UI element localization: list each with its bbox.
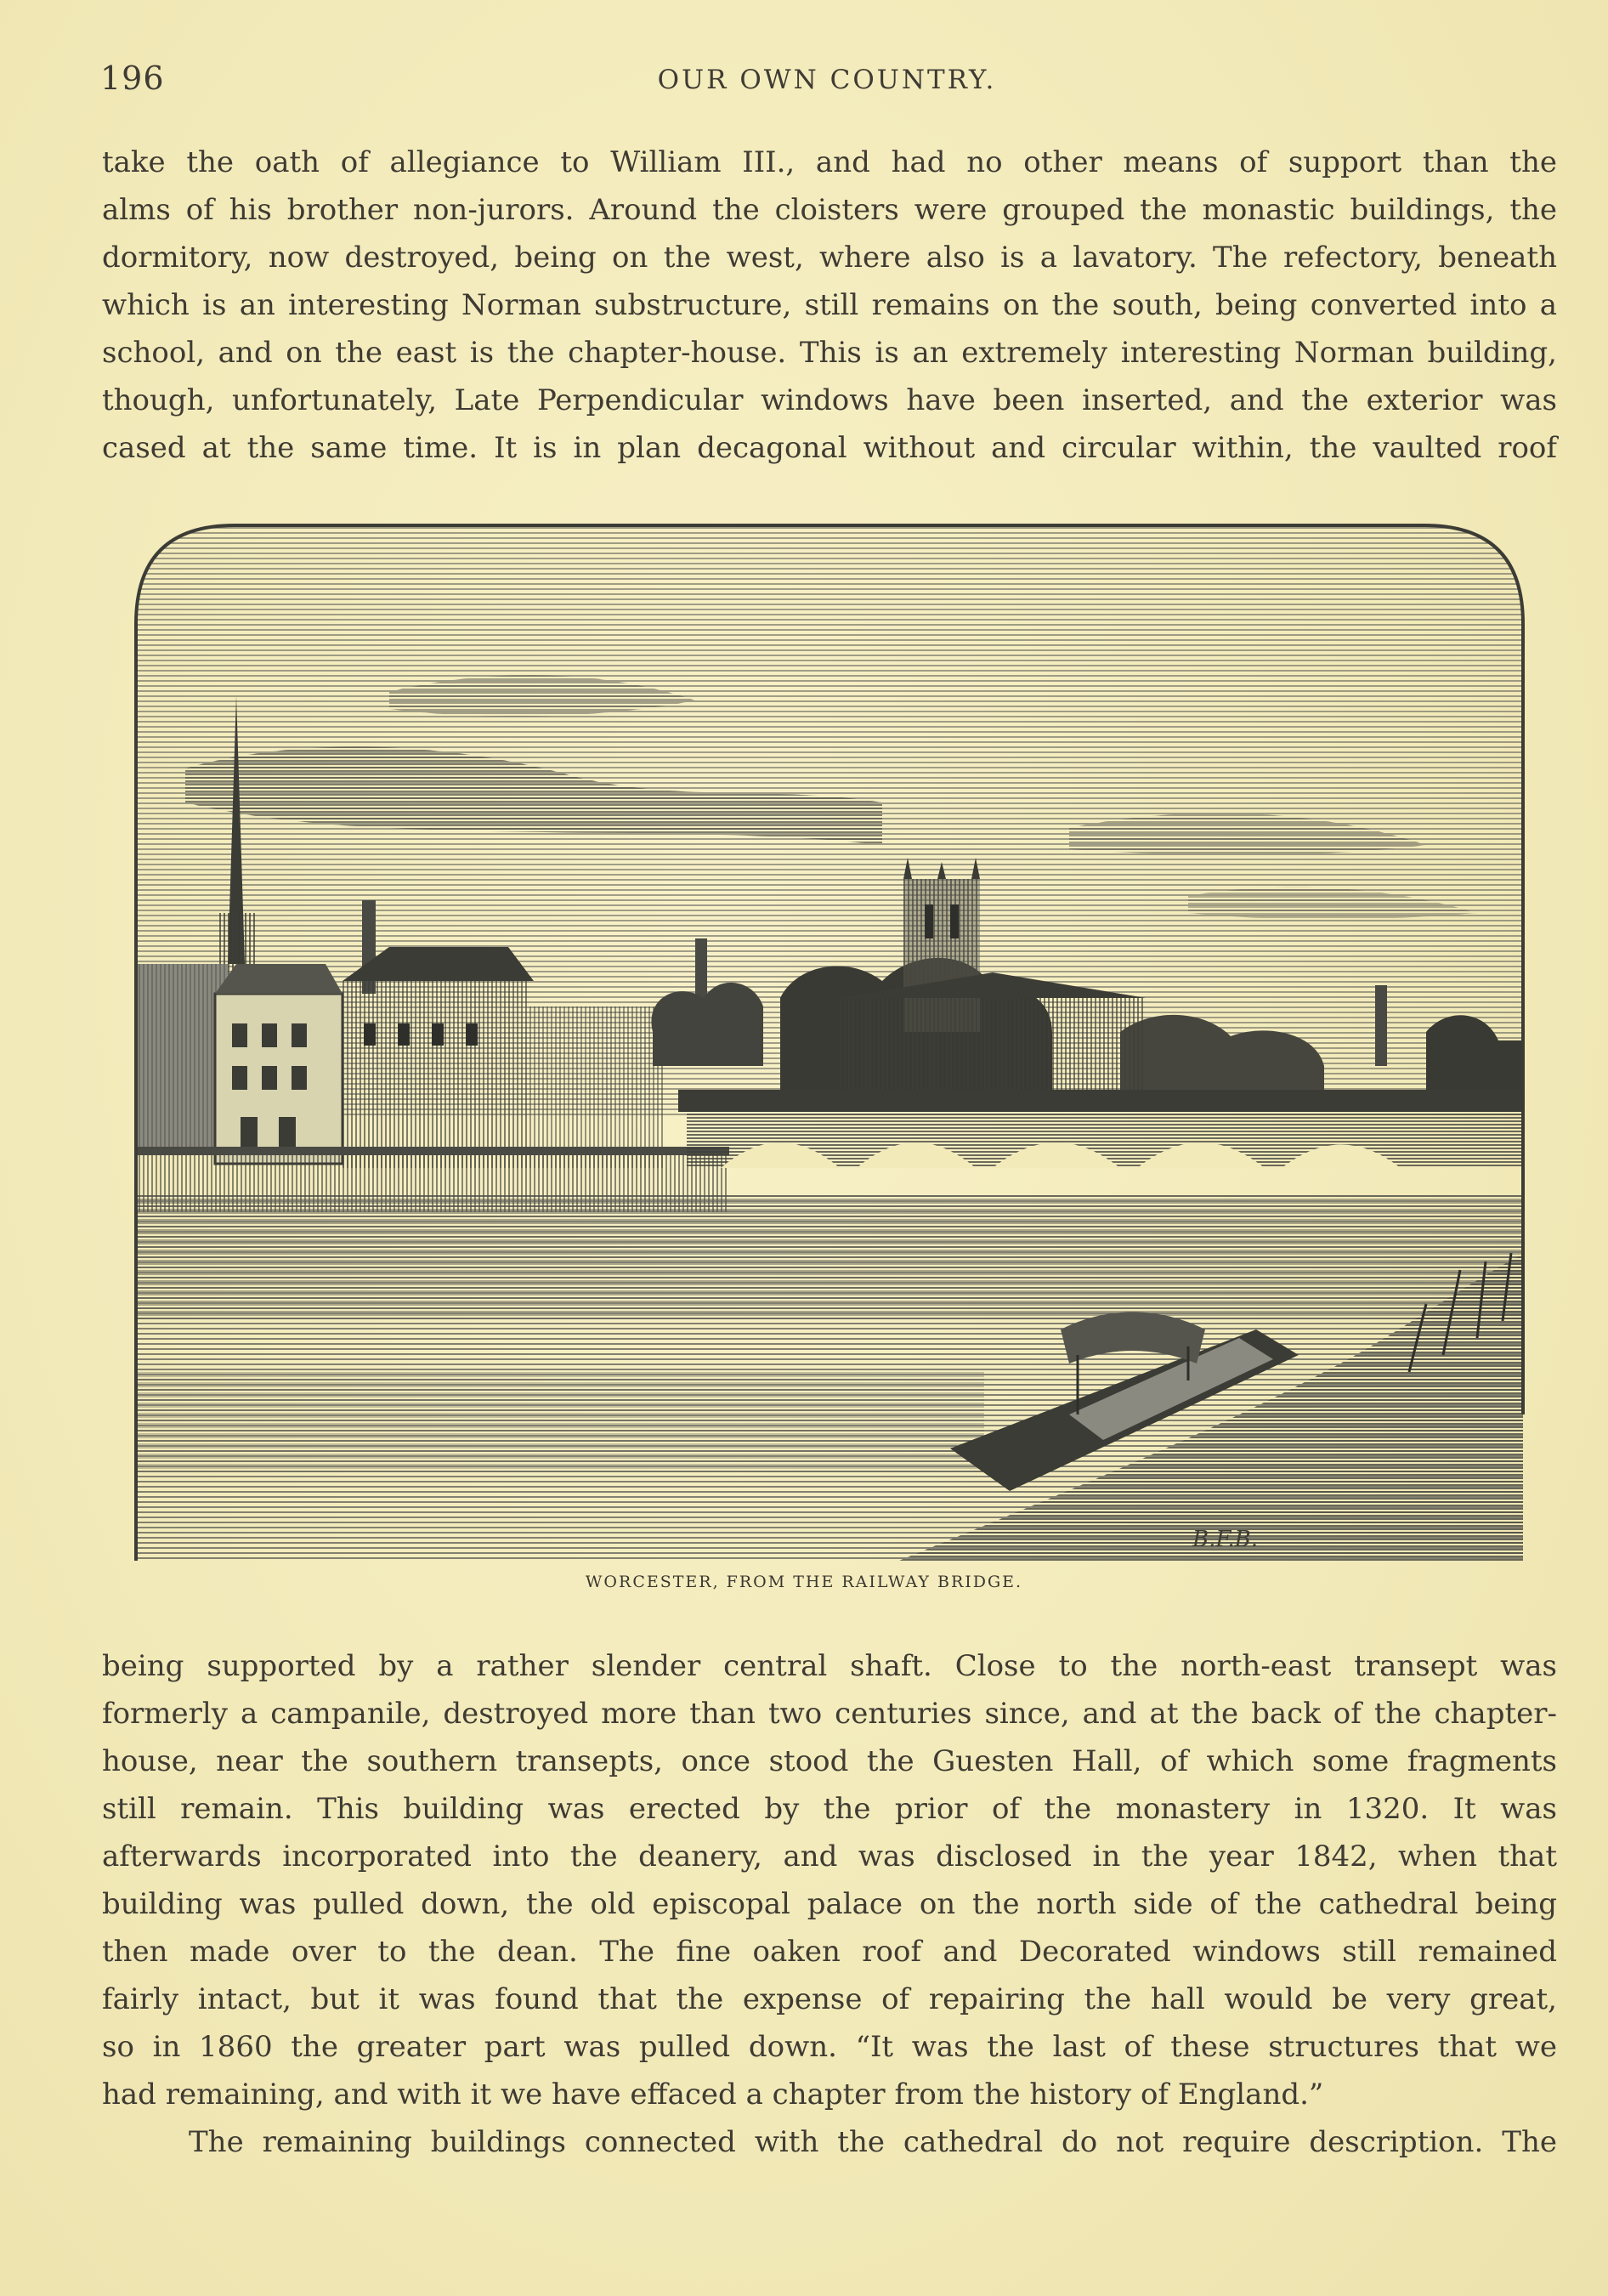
text-line: fairly intact, but it was found that the expense of repairing the hall would be very great,: [102, 1982, 1557, 2016]
text-line: house, near the southern transepts, once stood the Guesten Hall, of which some fragments: [102, 1744, 1557, 1778]
text-line: building was pulled down, the old episcopal palace on the north side of the cathedral being: [102, 1887, 1557, 1921]
engraving-illustration: [134, 522, 1525, 1561]
text-line: afterwards incorporated into the deanery, and was disclosed in the year 1842, when that: [102, 1840, 1557, 1874]
text-line-paragraph-start: The remaining buildings connected with the cathedral do not require description. The: [189, 2125, 1557, 2159]
text-line: school, and on the east is the chapter-house. This is an extremely interesting Norman building,: [102, 336, 1557, 370]
text-line: had remaining, and with it we have effaced a chapter from the history of England.”: [102, 2078, 1324, 2112]
figure-caption: WORCESTER, FROM THE RAILWAY BRIDGE.: [585, 1573, 1023, 1591]
engraver-signature: B.F.B.: [1192, 1527, 1258, 1552]
text-line: take the oath of allegiance to William III., and had no other means of support than the: [102, 145, 1557, 179]
text-line: still remain. This building was erected by the prior of the monastery in 1320. It was: [102, 1792, 1557, 1826]
text-line: cased at the same time. It is in plan decagonal without and circular within, the vaulted roof: [102, 431, 1557, 465]
paragraph-bottom: [102, 1642, 1557, 2166]
running-title: OUR OWN COUNTRY.: [657, 65, 997, 95]
bridge: [678, 1090, 1525, 1168]
text-line: then made over to the dean. The fine oaken roof and Decorated windows still remained: [102, 1935, 1557, 1969]
text-line: so in 1860 the greater part was pulled down. “It was the last of these structures that we: [102, 2030, 1557, 2064]
engraving-image: [134, 522, 1525, 1561]
text-line: alms of his brother non-jurors. Around the cloisters were grouped the monastic buildings, the: [102, 193, 1557, 227]
text-line: dormitory, now destroyed, being on the west, where also is a lavatory. The refectory, beneath: [102, 241, 1557, 275]
text-line: which is an interesting Norman substructure, still remains on the south, being converted into a: [102, 288, 1557, 322]
paragraph-top: [102, 139, 1557, 472]
text-line: though, unfortunately, Late Perpendicular windows have been inserted, and the exterior was: [102, 383, 1557, 417]
running-head: [100, 60, 1554, 100]
text-line: formerly a campanile, destroyed more than two centuries since, and at the back of the chapter-: [102, 1697, 1557, 1731]
text-line: being supported by a rather slender central shaft. Close to the north-east transept was: [102, 1649, 1557, 1683]
page-number: 196: [100, 60, 165, 97]
